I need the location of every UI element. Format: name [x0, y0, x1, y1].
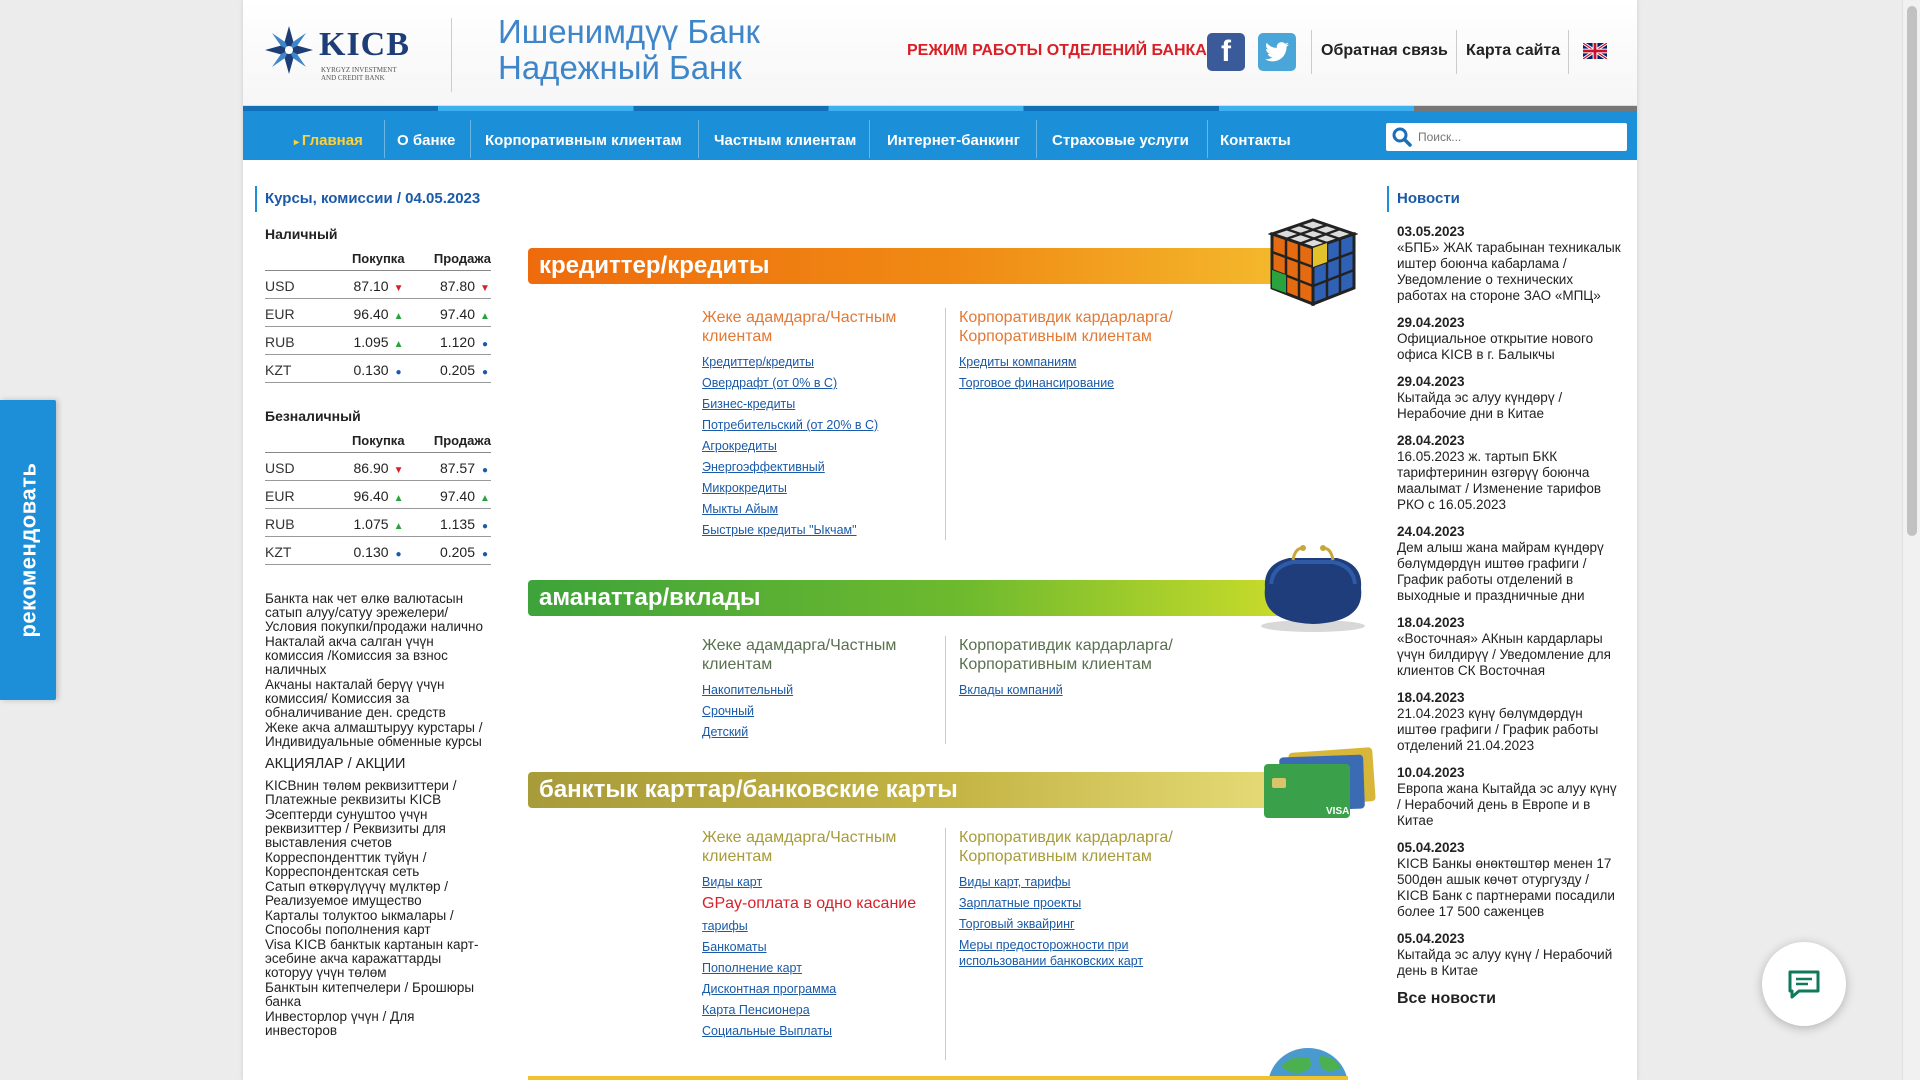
cash-withdrawal-fee-link[interactable]: Акчаны накталай берүү үчүн комиссия/ Комиссия за обналичивание ден. средств [265, 677, 446, 720]
nav-item-private[interactable]: Частным клиентам [714, 132, 857, 149]
noncash-rates-table [265, 430, 491, 565]
company-deposit-link[interactable]: Вклады компаний [959, 683, 1063, 697]
cash-exchange-rules-link[interactable]: Банкта нак чет өлкө валютасын сатып алуу/сатуу эрежелери/ Условия покупки/продажи налично [265, 591, 483, 634]
credits-corporate-heading: Корпоративдик кардарларга/ Корпоративным клиентам [959, 309, 1173, 345]
cards-private-column [702, 828, 942, 1044]
rate-value: 0.130 [353, 543, 389, 560]
logo-subtitle-line2: AND CREDIT BANK [321, 74, 385, 82]
rate-value: 0.205 [439, 543, 475, 560]
rate-value: 0.205 [439, 361, 475, 378]
rate-value: 86.90 [353, 459, 389, 476]
news-link[interactable]: 16.05.2023 ж. тартып БКК тарифтеринин өзгөрүү боюнча маалымат / Изменение тарифов РКО с 16.05.2023 [1397, 449, 1602, 512]
trend-icon: ● [481, 366, 489, 378]
news-link[interactable]: «БПБ» ЖАК тарабынан техникалык иштер боюнча кабарлама / Уведомление о технических работах на стороне ЗАО «МПЦ» [1397, 240, 1621, 303]
news-link[interactable]: «Восточная» АКнын кардарлары үчүн билдирүү / Уведомление для клиентов СК Восточная [1397, 631, 1611, 678]
table-row [265, 481, 491, 509]
deposits-banner[interactable] [528, 580, 1328, 616]
nav-separator [869, 120, 870, 158]
overdraft-link[interactable]: Овердрафт (от 0% в С) [702, 376, 838, 390]
chat-icon [1787, 969, 1821, 999]
agro-credit-link[interactable]: Агрокредиты [702, 439, 777, 453]
main-navigation [243, 106, 1637, 160]
nav-separator [1036, 120, 1037, 158]
cards-corporate-column [959, 828, 1219, 974]
card-topup-link[interactable]: Пополнение карт [702, 961, 802, 975]
cash-rates-heading: Наличный [265, 226, 338, 242]
nav-color-stripe [243, 106, 1637, 111]
kicb-emblem-icon [263, 24, 315, 76]
news-link[interactable]: Кытайда эс алуу күнү / Нерабочий день в Китае [1397, 947, 1613, 978]
nav-separator [1207, 120, 1208, 158]
corp-card-types-link[interactable]: Виды карт, тарифы [959, 875, 1071, 889]
recommend-tab[interactable] [0, 400, 56, 700]
news-link[interactable]: 21.04.2023 күнү бөлүмдөрдүн иштөө графиги / График работы отделений 21.04.2023 [1397, 706, 1599, 753]
rate-value: 1.120 [439, 333, 475, 350]
list-item [1397, 765, 1621, 829]
rates-title-link[interactable]: Курсы, комиссии / 04.05.2023 [255, 186, 485, 212]
credits-corporate-column [959, 308, 1219, 396]
branch-hours-link[interactable]: РЕЖИМ РАБОТЫ ОТДЕЛЕНИЙ БАНКА [907, 42, 1207, 59]
atms-link[interactable]: Банкоматы [702, 940, 767, 954]
deposits-banner-title: аманаттар/вклады [539, 584, 761, 611]
credits-private-column [702, 308, 942, 543]
logo-subtitle-line1: KYRGYZ INVESTMENT [321, 66, 397, 74]
rate-value: 87.57 [439, 459, 475, 476]
slogan-line-russian: Надежный Банк [498, 49, 742, 86]
nav-item-home-label: Главная [301, 132, 363, 149]
rate-value: 97.40 [439, 487, 475, 504]
nav-item-home[interactable] [294, 132, 363, 149]
logo-subtitle [321, 66, 397, 82]
trend-icon: ▼ [480, 282, 490, 294]
sell-rate [405, 481, 491, 509]
twitter-icon[interactable] [1258, 33, 1296, 71]
cards-banner-title: банктык карттар/банковские карты [539, 776, 958, 803]
buy-column-header: Покупка [325, 248, 405, 271]
sitemap-link[interactable]: Карта сайта [1466, 42, 1561, 59]
news-link[interactable]: Кытайда эс алуу күндөрү / Нерабочие дни в Китае [1397, 390, 1563, 421]
currency-code: EUR [265, 299, 325, 327]
trend-icon: ▲ [393, 310, 404, 322]
sell-rate [405, 453, 491, 481]
rate-value: 1.135 [439, 515, 475, 532]
slogan-line-kyrgyz: Ишенимдүү Банк [498, 13, 760, 50]
nav-separator [698, 120, 699, 158]
merchant-acquiring-link[interactable]: Торговый эквайринг [959, 917, 1075, 931]
active-marker-icon: ▸ [294, 137, 302, 148]
trend-icon: ● [395, 366, 402, 378]
next-banner-edge [528, 1076, 1348, 1080]
table-row [265, 453, 491, 481]
sell-column-header: Продажа [405, 248, 491, 271]
card-brand-label: VISA [1326, 806, 1350, 817]
currency-code: KZT [265, 537, 325, 565]
bank-logo[interactable] [263, 20, 410, 84]
gpay-link[interactable]: GPay-оплата в одно касание [702, 895, 917, 912]
news-date: 05.04.2023 [1397, 840, 1465, 855]
promotions-link[interactable]: АКЦИЯЛАР / АКЦИИ [265, 756, 406, 772]
myktyaiym-link[interactable]: Мыкты Айым [702, 502, 779, 516]
list-item [1397, 315, 1621, 363]
feedback-link[interactable]: Обратная связь [1321, 42, 1448, 59]
table-row [265, 355, 491, 383]
list-item [1397, 224, 1621, 304]
credits-private-heading: Жеке адамдарга/Частным клиентам [702, 309, 897, 345]
table-row [265, 327, 491, 355]
header-separator [1456, 30, 1457, 74]
trend-icon: ▲ [393, 338, 404, 350]
deposits-private-column [702, 636, 942, 745]
page-container [243, 0, 1637, 1080]
company-credit-link[interactable]: Кредиты компаниям [959, 355, 1077, 369]
column-divider [945, 636, 946, 744]
table-row [265, 299, 491, 327]
card-tariffs-link[interactable]: тарифы [702, 919, 748, 933]
currency-column-header [265, 430, 325, 453]
nav-item-internet-banking[interactable]: Интернет-банкинг [887, 132, 1020, 149]
savings-deposit-link[interactable]: Накопительный [702, 683, 794, 697]
header-separator [1311, 30, 1312, 74]
news-date: 28.04.2023 [1397, 433, 1465, 448]
sell-rate [405, 537, 491, 565]
news-link[interactable]: Официальное открытие нового офиса KICB в г. Балыкчы [1397, 331, 1594, 362]
buy-rate [325, 453, 405, 481]
trend-icon: ● [481, 520, 489, 532]
sell-rate [405, 299, 491, 327]
sell-rate [405, 355, 491, 383]
nav-separator [470, 120, 471, 158]
credits-banner[interactable] [528, 248, 1308, 284]
buy-rate [325, 509, 405, 537]
currency-column-header [265, 248, 325, 271]
pensioner-card-link[interactable]: Карта Пенсионера [702, 1003, 810, 1017]
investors-link[interactable]: Инвесторлор үчүн / Для инвесторов [265, 1009, 415, 1038]
sell-column-header: Продажа [405, 430, 491, 453]
rate-value: 0.130 [353, 361, 389, 378]
deposits-corporate-heading: Корпоративдик кардарларга/ Корпоративным клиентам [959, 637, 1173, 673]
currency-code: RUB [265, 509, 325, 537]
search-icon[interactable] [1392, 127, 1412, 147]
coin-purse-icon [1253, 544, 1373, 634]
fast-credit-link[interactable]: Быстрые кредиты "Ыкчам" [702, 523, 857, 537]
news-list [1397, 224, 1621, 1008]
news-date: 18.04.2023 [1397, 690, 1465, 705]
vertical-scrollbar[interactable] [1902, 0, 1920, 1080]
cash-deposit-fee-link[interactable]: Накталай акча салган үчүн комиссия /Комиссия за взнос наличных [265, 634, 448, 677]
news-date: 10.04.2023 [1397, 765, 1465, 780]
currency-code: EUR [265, 481, 325, 509]
nav-item-about[interactable]: О банке [397, 132, 456, 149]
business-credit-link[interactable]: Бизнес-кредиты [702, 397, 796, 411]
sell-rate [405, 271, 491, 299]
consumer-credit-link[interactable]: Потребительский (от 20% в С) [702, 418, 879, 432]
logo-divider [451, 18, 452, 92]
news-link[interactable]: Европа жана Кытайда эс алуу күнү / Нерабочий день в Европе и в Китае [1397, 781, 1617, 828]
sell-rate [405, 509, 491, 537]
rate-value: 96.40 [353, 487, 389, 504]
news-date: 05.04.2023 [1397, 931, 1465, 946]
deposits-private-heading: Жеке адамдарга/Частным клиентам [702, 637, 897, 673]
list-item [1397, 615, 1621, 679]
list-item [1397, 690, 1621, 754]
bank-cards-icon [1250, 744, 1378, 822]
trend-icon: ● [481, 338, 489, 350]
rate-value: 1.095 [353, 333, 389, 350]
trend-icon: ▲ [393, 520, 404, 532]
rate-value: 87.10 [353, 277, 389, 294]
trend-icon: ▲ [393, 492, 404, 504]
list-item [1397, 374, 1621, 422]
all-news-link[interactable]: Все новости [1397, 990, 1496, 1007]
discount-program-link[interactable]: Дисконтная программа [702, 982, 837, 996]
list-item [1397, 840, 1621, 920]
currency-code: USD [265, 453, 325, 481]
news-link[interactable]: KICB Банкы өнөктөштөр менен 17 500дөн ашык көчөт отургузду / KICB Банк с партнерами посадили более 17 500 саженцев [1397, 856, 1615, 919]
header-separator [1568, 30, 1569, 74]
trend-icon: ▲ [480, 492, 490, 504]
trade-finance-link[interactable]: Торговое финансирование [959, 376, 1115, 390]
property-for-sale-link[interactable]: Сатып өткөрүлүүчү мүлктөр / Реализуемое имущество [265, 879, 449, 908]
logo-text: KICB [319, 26, 410, 63]
card-topup-methods-link[interactable]: Карталы толуктоо ыкмалары / Способы пополнения карт [265, 908, 454, 937]
nav-item-corporate[interactable]: Корпоративным клиентам [485, 132, 682, 149]
list-item [1397, 433, 1621, 513]
credits-banner-title: кредиттер/кредиты [539, 252, 770, 279]
buy-rate [325, 299, 405, 327]
trend-icon: ● [395, 548, 402, 560]
currency-code: RUB [265, 327, 325, 355]
table-row [265, 509, 491, 537]
cards-banner[interactable] [528, 772, 1298, 808]
buy-rate [325, 481, 405, 509]
credit-link[interactable]: Кредиттер/кредиты [702, 355, 814, 369]
trend-icon: ● [481, 548, 489, 560]
nav-separator [384, 120, 385, 158]
cash-rates-table [265, 248, 491, 383]
rubiks-cube-icon [1268, 216, 1358, 308]
news-date: 03.05.2023 [1397, 224, 1465, 239]
visa-transfer-fee-link[interactable]: Visa KICB банктык картанын карт-эсебине акча каражаттарды которуу үчүн төлөм [265, 937, 479, 980]
currency-code: KZT [265, 355, 325, 383]
correspondent-network-link[interactable]: Корреспонденттик түйүн / Корреспондентская сеть [265, 850, 427, 879]
buy-rate [325, 271, 405, 299]
deposits-corporate-column [959, 636, 1219, 703]
buy-rate [325, 355, 405, 383]
salary-projects-link[interactable]: Зарплатные проекты [959, 896, 1082, 910]
list-item [1397, 931, 1621, 979]
rate-value: 1.075 [353, 515, 389, 532]
news-title-link[interactable]: Новости [1387, 186, 1617, 212]
table-row [265, 271, 491, 299]
facebook-glyph: f [1221, 35, 1231, 68]
recommend-tab-label: рекомендовать [15, 462, 41, 638]
cards-corporate-heading: Корпоративдик кардарларга/ Корпоративным клиентам [959, 829, 1173, 865]
nav-item-insurance[interactable]: Страховые услуги [1052, 132, 1189, 149]
invoice-details-link[interactable]: Эсептерди сунуштоо үчүн реквизиттер / Реквизиты для выставления счетов [265, 807, 446, 850]
search-box [1386, 123, 1627, 151]
trend-icon: ▼ [393, 464, 404, 476]
scrollbar-thumb[interactable] [1907, 6, 1917, 536]
card-safety-link[interactable]: Меры предосторожности при использовании банковских карт [959, 938, 1144, 968]
microcredit-link[interactable]: Микрокредиты [702, 481, 787, 495]
search-input[interactable] [1418, 125, 1618, 149]
slogan [498, 14, 760, 86]
currency-code: USD [265, 271, 325, 299]
twitter-bird-icon [1265, 42, 1289, 62]
news-date: 18.04.2023 [1397, 615, 1465, 630]
news-date: 29.04.2023 [1397, 315, 1465, 330]
rate-info-links [265, 592, 485, 1039]
buy-rate [325, 327, 405, 355]
globe-icon [1263, 1046, 1353, 1080]
buy-rate [325, 537, 405, 565]
column-divider [945, 308, 946, 540]
site-header [243, 0, 1637, 106]
news-date: 24.04.2023 [1397, 524, 1465, 539]
card-types-link[interactable]: Виды карт [702, 875, 763, 889]
individual-rates-link[interactable]: Жеке акча алмаштыруу курстары / Индивидуальные обменные курсы [265, 720, 483, 749]
facebook-icon[interactable] [1207, 33, 1245, 71]
nav-item-contacts[interactable]: Контакты [1220, 132, 1291, 149]
trend-icon: ▲ [480, 310, 490, 322]
child-deposit-link[interactable]: Детский [702, 725, 749, 739]
uk-flag-icon[interactable] [1583, 43, 1607, 59]
social-payments-link[interactable]: Социальные Выплаты [702, 1024, 832, 1038]
news-link[interactable]: Дем алыш жана майрам күндөрү бөлүмдөрдүн иштөө графиги / График работы отделений в выходные и праздничные дни [1397, 540, 1604, 603]
cards-private-heading: Жеке адамдарга/Частным клиентам [702, 829, 897, 865]
rate-value: 96.40 [353, 305, 389, 322]
noncash-rates-heading: Безналичный [265, 408, 361, 424]
column-divider [945, 828, 946, 1060]
rate-value: 87.80 [439, 277, 475, 294]
buy-column-header: Покупка [325, 430, 405, 453]
chat-button[interactable] [1762, 942, 1846, 1026]
bank-brochures-link[interactable]: Банктын китепчелери / Брошюры банка [265, 980, 475, 1009]
trend-icon: ▼ [393, 282, 404, 294]
energy-efficient-link[interactable]: Энергоэффективный [702, 460, 825, 474]
trend-icon: ● [481, 464, 489, 476]
term-deposit-link[interactable]: Срочный [702, 704, 755, 718]
list-item [1397, 524, 1621, 604]
news-date: 29.04.2023 [1397, 374, 1465, 389]
table-row [265, 537, 491, 565]
sell-rate [405, 327, 491, 355]
payment-details-link[interactable]: KICBнин төлөм реквизиттери / Платежные реквизиты KICB [265, 778, 457, 807]
rate-value: 97.40 [439, 305, 475, 322]
